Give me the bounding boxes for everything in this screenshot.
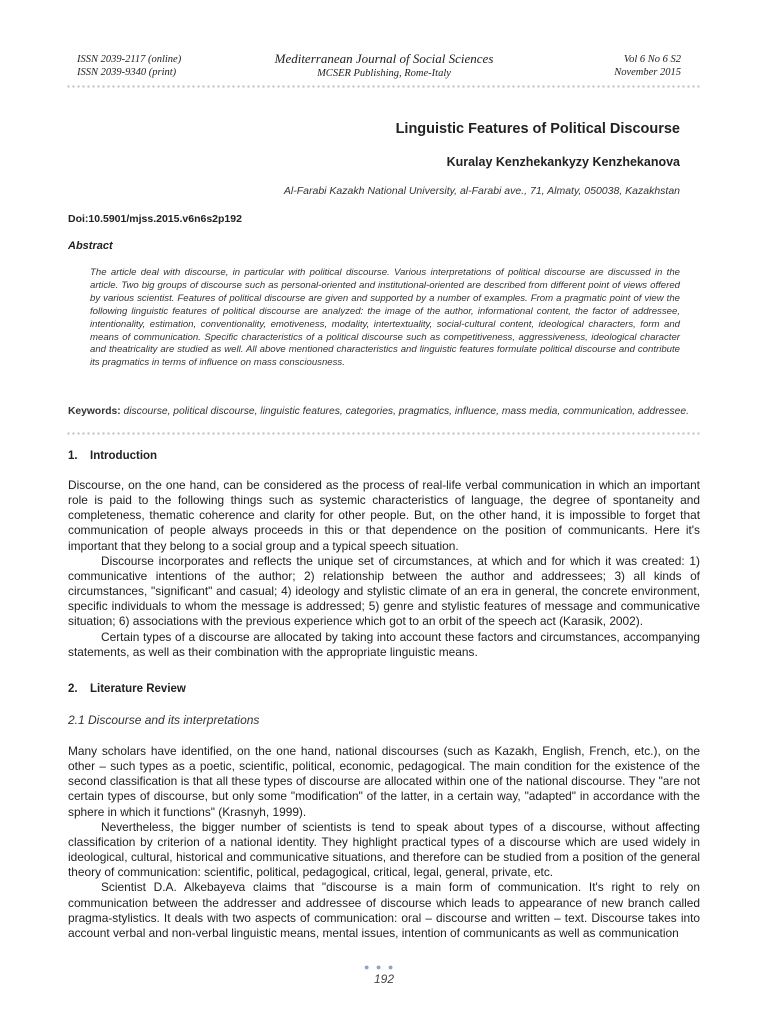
paragraph: Discourse incorporates and reflects the unique set of circumstances, at which and for which it was created: 1) communicative intentions of the author; 2) relationship between the author and addressees; 3) all kinds of circumstances, "significant" and casual; 4) ideology and stylistic climate of an era in general, the concrete environment, specific individuals to whom the message is addressed; 5) genre and stylistic features of message and communicative situation; 6) associations with the previous experience which got to an orbit of the speech act (Karasik, 2002). <box>68 553 700 629</box>
paragraph: Discourse, on the one hand, can be considered as the process of real-life verbal communication in which an important role is paid to the following things such as systemic characteristics of language, the degree of spontaneity and completeness, thematic coherence and clarity for other people. But, on the other hand, it is impossible to forget that communication of people always proceeds in this or that dependence on the position of communicants. Here it's important that they belong to a social group and a typical speech situation. <box>68 478 700 553</box>
section-body <box>68 478 700 660</box>
article-title: Linguistic Features of Political Discourse <box>395 121 680 137</box>
abstract-heading: Abstract <box>68 240 113 252</box>
paragraph: Nevertheless, the bigger number of scientists is tend to speak about types of a discourse, without affecting classification by criterion of a national identity. They highlight practical types of a discourse which are used widely in ideological, cultural, historical and communicative situations, and therefore can be studied from a position of the general theory of communication: scientific, political, pedagogical, critical, legal, general, private, etc. <box>68 819 700 880</box>
journal-name: Mediterranean Journal of Social Sciences <box>274 51 494 66</box>
subsection-heading: 2.1 Discourse and its interpretations <box>68 713 260 727</box>
footer-dots: ● ● ● <box>364 962 396 972</box>
paragraph: Certain types of a discourse are allocated by taking into account these factors and circumstances, accompanying statements, as well as their combination with the appropriate linguistic means. <box>68 629 700 659</box>
author-affiliation: Al-Farabi Kazakh National University, al-Farabi ave., 71, Almaty, 050038, Kazakhstan <box>283 185 680 197</box>
abstract-divider <box>66 431 702 436</box>
section-heading <box>68 683 186 695</box>
section-title: Introduction <box>90 450 158 462</box>
issue-date: November 2015 <box>614 67 681 78</box>
issn-online: ISSN 2039-2117 (online) <box>77 54 182 65</box>
section-body <box>68 744 700 941</box>
section-heading <box>68 450 157 462</box>
header-divider <box>66 84 702 89</box>
abstract-text: The article deal with discourse, in particular with political discourse. Various interpretations of political discourse are discussed in the article. Two big groups of discourse such as personal-oriented and institutional-oriented are described from different point of views offered by various scientist. Features of political discourse are given and supported by a number of examples. From a pragmatic point of view the following linguistic features of political discourse are analyzed: the image of the author, informational content, the factor of addressee, intentionality, estimation, conventionality, emotiveness, modality, intertextuality, social-cultural content, ideological characters, form and means of communication. Specific characteristics of a political discourse such as competitiveness, aggressiveness, ideological character and theatricality are studied as well. All above mentioned characteristics and linguistic features formulate political discourse and contribute its pragmatics in terms of influence on mass consciousness. <box>90 267 680 369</box>
doi[interactable]: Doi:10.5901/mjss.2015.v6n6s2p192 <box>68 213 242 225</box>
section-number: 1. <box>68 450 78 462</box>
issn-print: ISSN 2039-9340 (print) <box>77 67 177 78</box>
keywords-label: Keywords: <box>68 406 121 417</box>
paragraph: Many scholars have identified, on the one hand, national discourses (such as Kazakh, English, French, etc.), on the other – such types as a poetic, scientific, political, economic, pedagogical. The main condition for the existence of the second classification is that all these types of discourse are allocated within one of the national discourse. They "are not certain types of discourse, but only some "modification" of the latter, in a certain way, "adapted" in accordance with the sphere in which it functions" (Krasnyh, 1999). <box>68 744 700 819</box>
section-title: Literature Review <box>90 683 186 695</box>
publisher: MCSER Publishing, Rome-Italy <box>317 68 451 79</box>
keywords <box>68 406 708 417</box>
volume: Vol 6 No 6 S2 <box>623 54 681 65</box>
page-number: 192 <box>373 972 395 986</box>
keywords-list: discourse, political discourse, linguistic features, categories, pragmatics, influence, mass media, communication, addressee. <box>120 406 689 417</box>
paragraph: Scientist D.A. Alkebayeva claims that "discourse is a main form of communication. It's right to rely on communication between the addresser and addressee of discourse which leads to appearance of new branch called pragma-stylistics. It deals with two aspects of communication: oral – discourse and written – text. Discourse takes into account verbal and non-verbal linguistic means, mental issues, intention of communicants as well as communication <box>68 880 700 940</box>
section-number: 2. <box>68 683 78 695</box>
volume-block <box>614 53 681 79</box>
article-author: Kuralay Kenzhekankyzy Kenzhekanova <box>446 155 680 169</box>
